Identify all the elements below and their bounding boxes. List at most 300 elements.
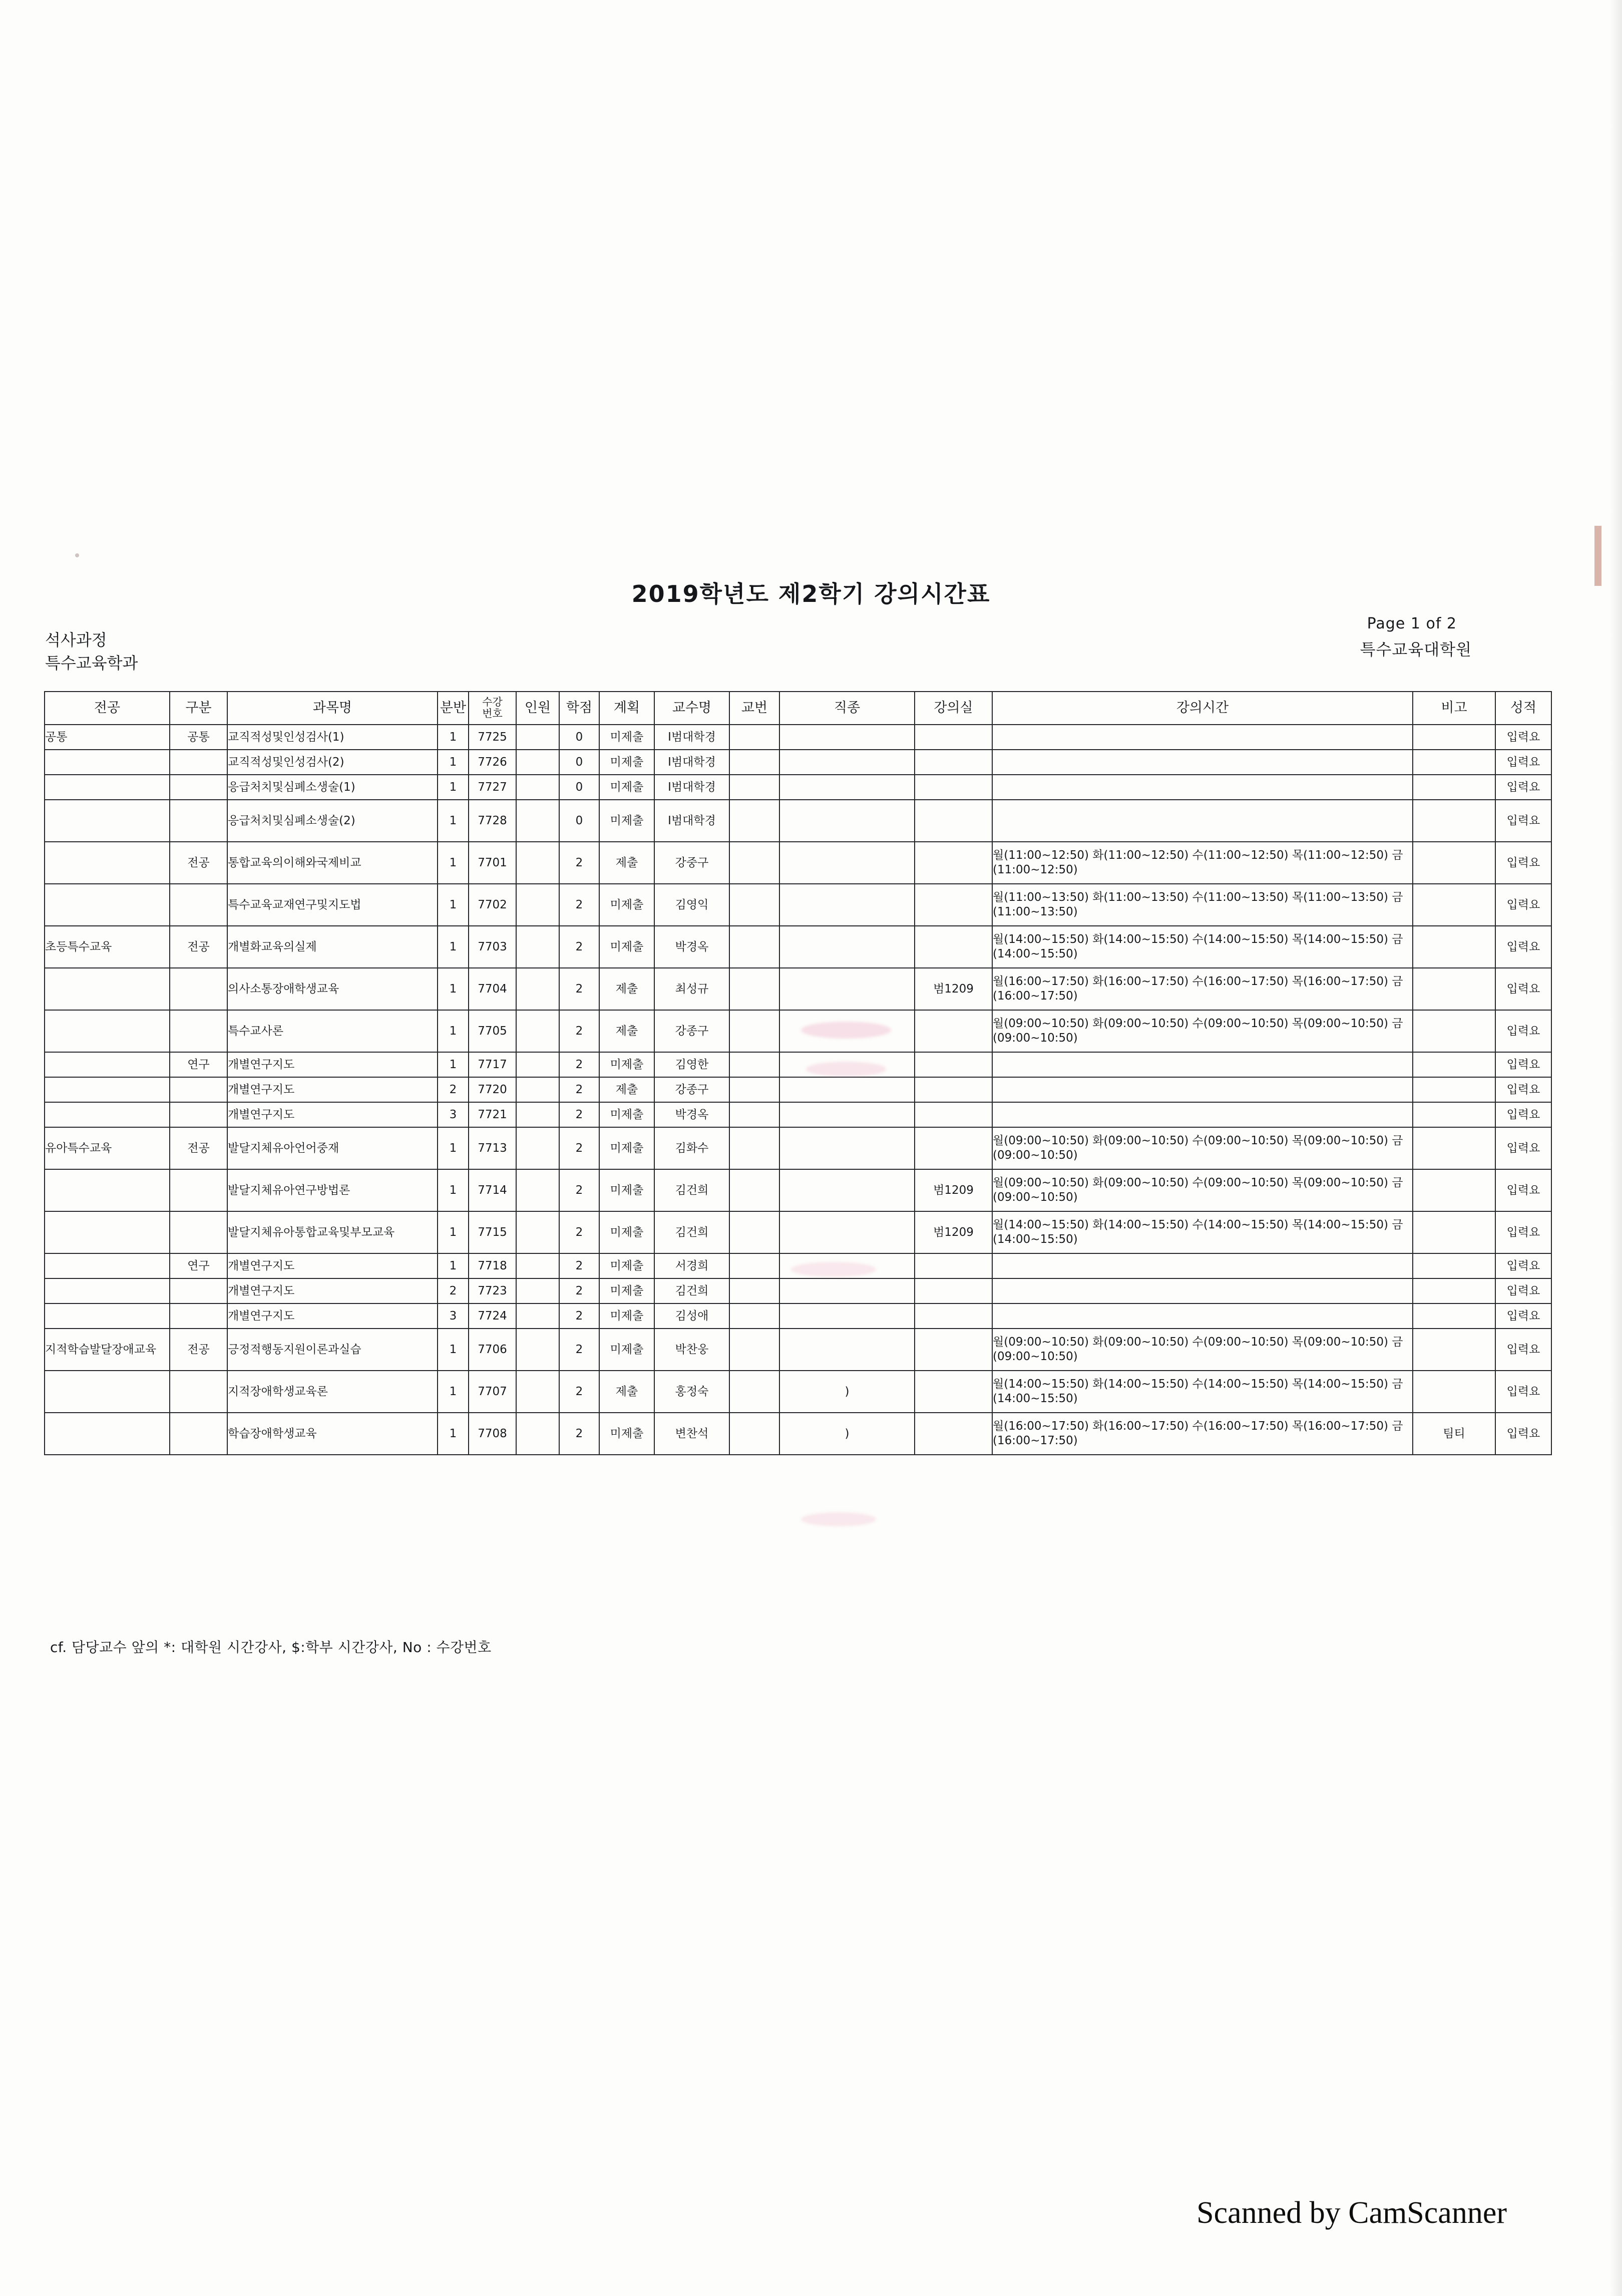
- cell-class: 1: [438, 1413, 469, 1455]
- cell-grade: 입력요: [1495, 1169, 1551, 1211]
- cell-major: [45, 1371, 170, 1413]
- cell-professor: 박찬웅: [654, 1329, 729, 1371]
- cell-class: 1: [438, 968, 469, 1010]
- header-room: 강의실: [915, 692, 992, 725]
- cell-division: [170, 1211, 227, 1253]
- cell-job: [779, 1329, 915, 1371]
- cell-note: [1413, 1052, 1495, 1077]
- cell-time: 월(09:00~10:50) 화(09:00~10:50) 수(09:00~10:50) 목(09:00~10:50) 금(09:00~10:50): [992, 1329, 1413, 1371]
- cell-job: [779, 1211, 915, 1253]
- cell-major: [45, 1253, 170, 1278]
- cell-grade: 입력요: [1495, 1127, 1551, 1169]
- table-row: [45, 842, 1551, 884]
- cell-note: [1413, 1278, 1495, 1303]
- table-row: [45, 1371, 1551, 1413]
- cell-time: 월(14:00~15:50) 화(14:00~15:50) 수(14:00~15:50) 목(14:00~15:50) 금(14:00~15:50): [992, 1211, 1413, 1253]
- cell-prof-no: [729, 1371, 779, 1413]
- cell-grade: 입력요: [1495, 725, 1551, 750]
- cell-note: [1413, 884, 1495, 926]
- cell-code: 7723: [469, 1278, 516, 1303]
- cell-subject: 교직적성및인성검사(1): [227, 725, 438, 750]
- cell-grade: 입력요: [1495, 1211, 1551, 1253]
- cell-note: [1413, 1077, 1495, 1102]
- cell-plan: 미제출: [599, 1052, 654, 1077]
- table-row: [45, 1127, 1551, 1169]
- cell-prof-no: [729, 775, 779, 800]
- cell-credit: 2: [559, 1127, 599, 1169]
- cell-plan: 미제출: [599, 1102, 654, 1127]
- cell-time: [992, 1052, 1413, 1077]
- cell-division: [170, 750, 227, 775]
- cell-room: [915, 1371, 992, 1413]
- cell-note: [1413, 800, 1495, 842]
- cell-prof-no: [729, 725, 779, 750]
- scan-edge-shadow: [1610, 0, 1622, 2296]
- cell-job: [779, 725, 915, 750]
- cell-subject: 학습장애학생교육: [227, 1413, 438, 1455]
- cell-division: [170, 1413, 227, 1455]
- cell-professor: 변찬석: [654, 1413, 729, 1455]
- table-row: [45, 750, 1551, 775]
- cell-people: [516, 775, 559, 800]
- cell-credit: 0: [559, 775, 599, 800]
- cell-prof-no: [729, 842, 779, 884]
- cell-division: [170, 968, 227, 1010]
- cell-class: 1: [438, 725, 469, 750]
- cell-grade: 입력요: [1495, 1102, 1551, 1127]
- cell-credit: 2: [559, 1052, 599, 1077]
- cell-job: [779, 1303, 915, 1329]
- header-job: 직종: [779, 692, 915, 725]
- cell-major: [45, 775, 170, 800]
- cell-class: 1: [438, 800, 469, 842]
- cell-credit: 2: [559, 1211, 599, 1253]
- cell-job: ): [779, 1371, 915, 1413]
- cell-major: [45, 884, 170, 926]
- cell-time: [992, 725, 1413, 750]
- cell-plan: 미제출: [599, 1303, 654, 1329]
- cell-people: [516, 1253, 559, 1278]
- cell-time: [992, 1077, 1413, 1102]
- cell-code: 7725: [469, 725, 516, 750]
- cell-plan: 미제출: [599, 800, 654, 842]
- cell-plan: 제출: [599, 1077, 654, 1102]
- cell-job: [779, 1127, 915, 1169]
- cell-plan: 미제출: [599, 725, 654, 750]
- cell-subject: 통합교육의이해와국제비교: [227, 842, 438, 884]
- cell-room: [915, 1077, 992, 1102]
- header-code-line1: 수강: [482, 696, 503, 708]
- cell-plan: 미제출: [599, 1413, 654, 1455]
- cell-credit: 2: [559, 842, 599, 884]
- cell-subject: 의사소통장애학생교육: [227, 968, 438, 1010]
- cell-people: [516, 884, 559, 926]
- cell-major: [45, 750, 170, 775]
- cell-people: [516, 1211, 559, 1253]
- cell-subject: 개별연구지도: [227, 1077, 438, 1102]
- cell-plan: 제출: [599, 968, 654, 1010]
- schedule-table-body: [45, 725, 1551, 1455]
- cell-class: 1: [438, 884, 469, 926]
- schedule-table: [44, 691, 1552, 1455]
- cell-prof-no: [729, 1077, 779, 1102]
- cell-division: [170, 800, 227, 842]
- cell-code: 7705: [469, 1010, 516, 1052]
- cell-subject: 발달지체유아연구방법론: [227, 1169, 438, 1211]
- cell-division: 전공: [170, 842, 227, 884]
- cell-room: [915, 1010, 992, 1052]
- table-row: [45, 775, 1551, 800]
- cell-time: [992, 1253, 1413, 1278]
- cell-code: 7706: [469, 1329, 516, 1371]
- cell-grade: 입력요: [1495, 1329, 1551, 1371]
- table-row: [45, 1169, 1551, 1211]
- cell-division: 공통: [170, 725, 227, 750]
- cell-prof-no: [729, 1278, 779, 1303]
- table-row: [45, 968, 1551, 1010]
- scan-highlight-4: [801, 1512, 876, 1526]
- cell-subject: 특수교사론: [227, 1010, 438, 1052]
- cell-class: 1: [438, 1329, 469, 1371]
- cell-prof-no: [729, 1102, 779, 1127]
- cell-major: [45, 1211, 170, 1253]
- cell-subject: 특수교육교재연구및지도법: [227, 884, 438, 926]
- cell-room: [915, 842, 992, 884]
- cell-subject: 긍정적행동지원이론과실습: [227, 1329, 438, 1371]
- cell-room: [915, 775, 992, 800]
- cell-major: [45, 1010, 170, 1052]
- cell-plan: 미제출: [599, 1127, 654, 1169]
- table-row: [45, 1211, 1551, 1253]
- cell-time: 월(09:00~10:50) 화(09:00~10:50) 수(09:00~10:50) 목(09:00~10:50) 금(09:00~10:50): [992, 1127, 1413, 1169]
- cell-grade: 입력요: [1495, 750, 1551, 775]
- cell-room: [915, 725, 992, 750]
- cell-professor: 김건희: [654, 1169, 729, 1211]
- cell-code: 7703: [469, 926, 516, 968]
- cell-division: 전공: [170, 1329, 227, 1371]
- cell-subject: 교직적성및인성검사(2): [227, 750, 438, 775]
- cell-plan: 미제출: [599, 775, 654, 800]
- cell-professor: I범대학경: [654, 725, 729, 750]
- cell-room: [915, 1102, 992, 1127]
- cell-subject: 발달지체유아통합교육및부모교육: [227, 1211, 438, 1253]
- cell-professor: 서경희: [654, 1253, 729, 1278]
- cell-major: 공통: [45, 725, 170, 750]
- cell-plan: 미제출: [599, 926, 654, 968]
- cell-professor: I범대학경: [654, 800, 729, 842]
- cell-prof-no: [729, 968, 779, 1010]
- table-row: [45, 1052, 1551, 1077]
- cell-division: [170, 1010, 227, 1052]
- table-row: [45, 1329, 1551, 1371]
- cell-prof-no: [729, 1169, 779, 1211]
- cell-plan: 미제출: [599, 1329, 654, 1371]
- cell-grade: 입력요: [1495, 926, 1551, 968]
- cell-grade: 입력요: [1495, 775, 1551, 800]
- header-subject: 과목명: [227, 692, 438, 725]
- cell-room: [915, 926, 992, 968]
- cell-prof-no: [729, 1052, 779, 1077]
- cell-professor: 강중구: [654, 842, 729, 884]
- cell-job: [779, 800, 915, 842]
- cell-note: [1413, 926, 1495, 968]
- cell-prof-no: [729, 1010, 779, 1052]
- table-row: [45, 884, 1551, 926]
- cell-professor: 김건희: [654, 1211, 729, 1253]
- cell-note: [1413, 842, 1495, 884]
- cell-job: [779, 775, 915, 800]
- cell-division: [170, 1371, 227, 1413]
- scan-highlight-1: [801, 1022, 891, 1039]
- cell-people: [516, 1077, 559, 1102]
- cell-room: 범1209: [915, 968, 992, 1010]
- table-row: [45, 1102, 1551, 1127]
- cell-prof-no: [729, 800, 779, 842]
- cell-prof-no: [729, 1253, 779, 1278]
- graduate-school-name: 특수교육대학원: [1360, 640, 1472, 659]
- cell-people: [516, 842, 559, 884]
- cell-class: 1: [438, 926, 469, 968]
- table-row: [45, 926, 1551, 968]
- cell-code: 7727: [469, 775, 516, 800]
- cell-professor: 홍정숙: [654, 1371, 729, 1413]
- cell-people: [516, 1278, 559, 1303]
- cell-grade: 입력요: [1495, 1253, 1551, 1278]
- header-credit: 학점: [559, 692, 599, 725]
- cell-prof-no: [729, 1303, 779, 1329]
- cell-job: [779, 968, 915, 1010]
- cell-note: [1413, 1169, 1495, 1211]
- cell-time: 월(16:00~17:50) 화(16:00~17:50) 수(16:00~17:50) 목(16:00~17:50) 금(16:00~17:50): [992, 1413, 1413, 1455]
- cell-credit: 2: [559, 1303, 599, 1329]
- cell-grade: 입력요: [1495, 1278, 1551, 1303]
- cell-note: [1413, 1329, 1495, 1371]
- cell-credit: 2: [559, 1077, 599, 1102]
- cell-plan: 제출: [599, 1010, 654, 1052]
- cell-code: 7717: [469, 1052, 516, 1077]
- cell-room: [915, 1329, 992, 1371]
- cell-division: [170, 884, 227, 926]
- cell-subject: 개별연구지도: [227, 1303, 438, 1329]
- cell-room: [915, 884, 992, 926]
- header-division: 구분: [170, 692, 227, 725]
- cell-grade: 입력요: [1495, 800, 1551, 842]
- cell-plan: 미제출: [599, 1278, 654, 1303]
- table-row: [45, 725, 1551, 750]
- cell-job: [779, 884, 915, 926]
- cell-plan: 제출: [599, 1371, 654, 1413]
- header-class: 분반: [438, 692, 469, 725]
- cell-professor: 강종구: [654, 1010, 729, 1052]
- cell-major: 유아특수교육: [45, 1127, 170, 1169]
- cell-subject: 응급처치및심폐소생술(1): [227, 775, 438, 800]
- scan-highlight-2: [806, 1062, 886, 1077]
- cell-credit: 0: [559, 750, 599, 775]
- cell-time: [992, 775, 1413, 800]
- cell-job: [779, 842, 915, 884]
- cell-subject: 개별연구지도: [227, 1253, 438, 1278]
- cell-people: [516, 1127, 559, 1169]
- cell-time: 월(11:00~13:50) 화(11:00~13:50) 수(11:00~13:50) 목(11:00~13:50) 금(11:00~13:50): [992, 884, 1413, 926]
- cell-code: 7721: [469, 1102, 516, 1127]
- cell-major: [45, 968, 170, 1010]
- cell-prof-no: [729, 1329, 779, 1371]
- cell-class: 1: [438, 1052, 469, 1077]
- cell-code: 7702: [469, 884, 516, 926]
- cell-room: [915, 1127, 992, 1169]
- cell-people: [516, 725, 559, 750]
- cell-credit: 2: [559, 1010, 599, 1052]
- header-code: [469, 692, 516, 725]
- cell-subject: 응급처치및심폐소생술(2): [227, 800, 438, 842]
- cell-professor: 김영익: [654, 884, 729, 926]
- cell-division: 전공: [170, 1127, 227, 1169]
- page-title: 2019학년도 제2학기 강의시간표: [631, 580, 991, 607]
- cell-plan: 미제출: [599, 1169, 654, 1211]
- cell-job: [779, 1102, 915, 1127]
- cell-people: [516, 1010, 559, 1052]
- cell-professor: I범대학경: [654, 750, 729, 775]
- cell-note: [1413, 1253, 1495, 1278]
- cell-grade: 입력요: [1495, 1303, 1551, 1329]
- header-prof-no: 교번: [729, 692, 779, 725]
- cell-professor: I범대학경: [654, 775, 729, 800]
- cell-code: 7704: [469, 968, 516, 1010]
- cell-people: [516, 750, 559, 775]
- cell-code: 7713: [469, 1127, 516, 1169]
- table-row: [45, 1278, 1551, 1303]
- cell-class: 3: [438, 1303, 469, 1329]
- cell-credit: 2: [559, 1413, 599, 1455]
- cell-job: ): [779, 1413, 915, 1455]
- cell-room: [915, 800, 992, 842]
- cell-major: [45, 1052, 170, 1077]
- cell-time: 월(16:00~17:50) 화(16:00~17:50) 수(16:00~17:50) 목(16:00~17:50) 금(16:00~17:50): [992, 968, 1413, 1010]
- cell-class: 1: [438, 1127, 469, 1169]
- cell-subject: 개별연구지도: [227, 1278, 438, 1303]
- cell-professor: 김영한: [654, 1052, 729, 1077]
- cell-room: [915, 1052, 992, 1077]
- cell-people: [516, 926, 559, 968]
- cell-people: [516, 800, 559, 842]
- cell-grade: 입력요: [1495, 884, 1551, 926]
- cell-people: [516, 1102, 559, 1127]
- cell-division: [170, 1169, 227, 1211]
- cell-note: [1413, 750, 1495, 775]
- camscanner-watermark: Scanned by CamScanner: [1196, 2196, 1507, 2230]
- cell-room: [915, 1303, 992, 1329]
- cell-major: 지적학습발달장애교육: [45, 1329, 170, 1371]
- cell-division: [170, 1077, 227, 1102]
- cell-division: 연구: [170, 1253, 227, 1278]
- header-time: 강의시간: [992, 692, 1413, 725]
- cell-people: [516, 1303, 559, 1329]
- cell-class: 1: [438, 1253, 469, 1278]
- cell-time: [992, 750, 1413, 775]
- cell-credit: 2: [559, 1278, 599, 1303]
- cell-division: [170, 1102, 227, 1127]
- cell-code: 7714: [469, 1169, 516, 1211]
- cell-code: 7724: [469, 1303, 516, 1329]
- cell-note: [1413, 1371, 1495, 1413]
- cell-note: [1413, 1211, 1495, 1253]
- cell-time: [992, 1102, 1413, 1127]
- scan-highlight-3: [791, 1262, 876, 1277]
- cell-professor: 김성애: [654, 1303, 729, 1329]
- cell-people: [516, 1413, 559, 1455]
- cell-job: [779, 926, 915, 968]
- cell-code: 7701: [469, 842, 516, 884]
- cell-grade: 입력요: [1495, 968, 1551, 1010]
- cell-professor: 박경옥: [654, 926, 729, 968]
- cell-subject: 개별연구지도: [227, 1052, 438, 1077]
- cell-grade: 입력요: [1495, 1052, 1551, 1077]
- header-plan: 계획: [599, 692, 654, 725]
- cell-credit: 0: [559, 725, 599, 750]
- cell-class: 2: [438, 1077, 469, 1102]
- cell-grade: 입력요: [1495, 1077, 1551, 1102]
- program-info: [45, 628, 138, 675]
- table-row: [45, 1303, 1551, 1329]
- cell-major: [45, 842, 170, 884]
- header-professor: 교수명: [654, 692, 729, 725]
- cell-professor: 박경옥: [654, 1102, 729, 1127]
- scan-artifact-dot: [75, 553, 79, 557]
- table-header-row: [45, 692, 1551, 725]
- cell-division: 연구: [170, 1052, 227, 1077]
- table-row: [45, 1077, 1551, 1102]
- cell-class: 2: [438, 1278, 469, 1303]
- cell-class: 1: [438, 1211, 469, 1253]
- cell-note: [1413, 725, 1495, 750]
- cell-note: [1413, 1010, 1495, 1052]
- cell-people: [516, 968, 559, 1010]
- cell-note: [1413, 968, 1495, 1010]
- cell-room: [915, 750, 992, 775]
- cell-people: [516, 1329, 559, 1371]
- cell-subject: 개별화교육의실제: [227, 926, 438, 968]
- cell-code: 7718: [469, 1253, 516, 1278]
- cell-note: [1413, 1303, 1495, 1329]
- cell-time: [992, 1303, 1413, 1329]
- cell-plan: 미제출: [599, 884, 654, 926]
- cell-division: [170, 775, 227, 800]
- header-code-line2: 번호: [482, 708, 503, 720]
- cell-credit: 2: [559, 926, 599, 968]
- cell-class: 1: [438, 1371, 469, 1413]
- cell-prof-no: [729, 1127, 779, 1169]
- cell-division: 전공: [170, 926, 227, 968]
- table-row: [45, 1010, 1551, 1052]
- cell-time: [992, 1278, 1413, 1303]
- cell-major: [45, 1303, 170, 1329]
- header-note: 비고: [1413, 692, 1495, 725]
- cell-prof-no: [729, 1211, 779, 1253]
- cell-note: 팀티: [1413, 1413, 1495, 1455]
- cell-time: 월(14:00~15:50) 화(14:00~15:50) 수(14:00~15:50) 목(14:00~15:50) 금(14:00~15:50): [992, 1371, 1413, 1413]
- cell-prof-no: [729, 884, 779, 926]
- cell-grade: 입력요: [1495, 1413, 1551, 1455]
- cell-subject: 발달지체유아언어중재: [227, 1127, 438, 1169]
- cell-major: [45, 1077, 170, 1102]
- cell-note: [1413, 775, 1495, 800]
- cell-prof-no: [729, 926, 779, 968]
- cell-professor: 최성규: [654, 968, 729, 1010]
- page-number: Page 1 of 2: [1367, 615, 1457, 632]
- cell-time: 월(09:00~10:50) 화(09:00~10:50) 수(09:00~10:50) 목(09:00~10:50) 금(09:00~10:50): [992, 1010, 1413, 1052]
- header-people: 인원: [516, 692, 559, 725]
- table-row: [45, 800, 1551, 842]
